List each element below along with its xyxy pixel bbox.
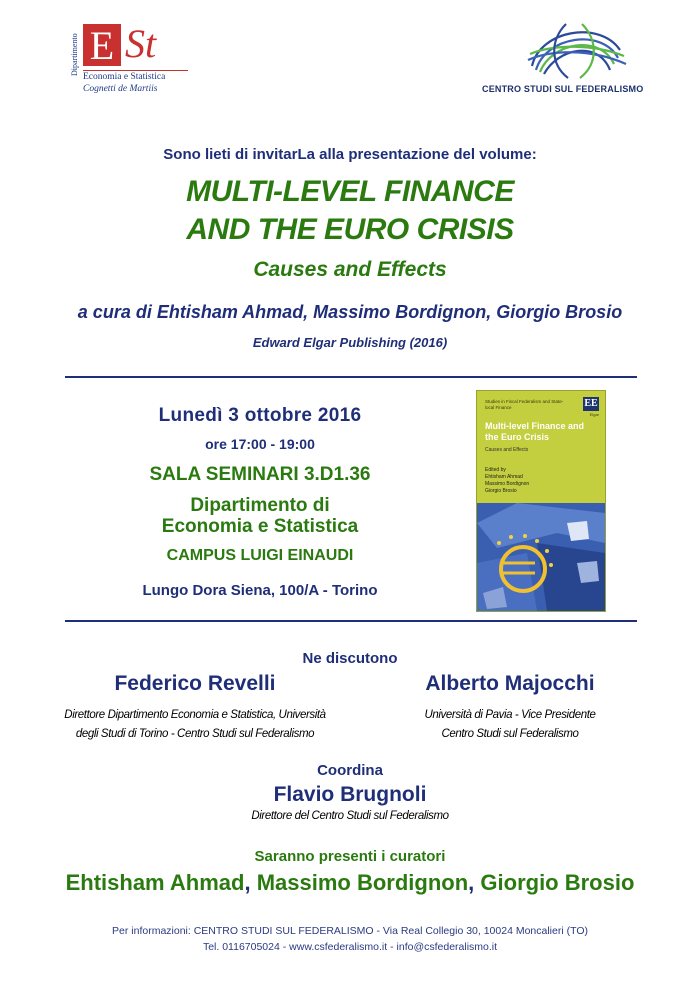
cover-edited-by: Edited by [485, 467, 506, 473]
cover-publisher-name: Elgar [589, 412, 599, 417]
cover-editor-1: Ehtisham Ahmad [485, 474, 523, 480]
event-department-line-2: Economia e Statistica [161, 516, 359, 537]
logo-subtitle-1: Economia e Statistica [83, 72, 166, 82]
editors-line [0, 302, 700, 323]
speaker-2-role-line-2: Centro Studi sul Federalismo [441, 728, 579, 740]
footer-info-line-2: Tel. 0116705024 - www.csfederalismo.it - info@csfederalismo.it [202, 941, 498, 953]
cover-title: Multi-level Finance and the Euro Crisis [485, 421, 585, 442]
book-subtitle: Causes and Effects [253, 258, 447, 281]
curator-separator-2: , [468, 870, 481, 895]
csf-logo [470, 20, 670, 100]
speaker-2-name: Alberto Majocchi [425, 672, 595, 695]
logo-letter-e: E [83, 24, 121, 66]
cover-publisher-logo: EE [584, 398, 598, 409]
event-date: Lunedì 3 ottobre 2016 [158, 405, 362, 426]
speaker-1-role-line-2: degli Studi di Torino - Centro Studi sul Federalismo [75, 728, 315, 740]
cover-editor-2: Massimo Bordignon [485, 481, 530, 487]
editors-names: Ehtisham Ahmad, Massimo Bordignon, Giorgio Brosio [156, 302, 623, 322]
event-address: Lungo Dora Siena, 100/A - Torino [142, 582, 378, 599]
est-department-logo [70, 20, 190, 100]
cover-euro-puzzle-image [477, 503, 605, 611]
logo-subtitle-2: Cognetti de Martiis [83, 84, 158, 94]
curators-heading: Saranno presenti i curatori [254, 848, 446, 865]
footer-info-line-1: Per informazioni: CENTRO STUDI SUL FEDERALISMO - Via Real Collegio 30, 10024 Moncalieri (TO) [112, 925, 588, 937]
coordinator-role: Direttore del Centro Studi sul Federalismo [251, 810, 449, 822]
event-time: ore 17:00 - 19:00 [205, 436, 315, 452]
divider-bottom [65, 620, 637, 622]
cover-subtitle: Causes and Effects [485, 447, 529, 453]
curator-3: Giorgio Brosio [480, 870, 635, 895]
curator-separator-1: , [244, 870, 257, 895]
coordinator-name: Flavio Brugnoli [273, 783, 427, 806]
coordinator-heading: Coordina [317, 762, 383, 779]
event-campus: CAMPUS LUIGI EINAUDI [166, 547, 354, 564]
logo-letters-st: St [125, 21, 157, 66]
curators-names [0, 870, 700, 896]
cover-series: Studies in Fiscal Federalism and State-local Finance [485, 399, 564, 410]
logo-divider [83, 70, 188, 71]
cover-editors [485, 467, 585, 495]
editors-prefix: a cura di [77, 302, 157, 322]
book-title-line-1: MULTI-LEVEL FINANCE [186, 175, 514, 208]
book-title-line-2: AND THE EURO CRISIS [186, 213, 514, 246]
invitation-intro: Sono lieti di invitarLa alla presentazione del volume: [163, 146, 537, 163]
curator-1: Ehtisham Ahmad [65, 870, 245, 895]
publisher: Edward Elgar Publishing (2016) [252, 335, 448, 350]
event-room: SALA SEMINARI 3.D1.36 [149, 464, 371, 485]
logo-vertical-text: Dipartimento [70, 33, 79, 77]
csf-logo-text: CENTRO STUDI SUL FEDERALISMO [482, 84, 644, 94]
speaker-2-role-line-1: Università di Pavia - Vice Presidente [424, 709, 596, 721]
speaker-1-role-line-1: Direttore Dipartimento Economia e Statistica, Università [64, 709, 326, 721]
csf-emblem-icon [470, 20, 670, 82]
event-department-line-1: Dipartimento di [190, 495, 330, 516]
book-cover [476, 390, 606, 612]
discussion-heading: Ne discutono [302, 650, 398, 667]
divider-top [65, 376, 637, 378]
curator-2: Massimo Bordignon [256, 870, 469, 895]
cover-editor-3: Giorgio Brosio [485, 488, 517, 494]
speaker-1-name: Federico Revelli [114, 672, 276, 695]
